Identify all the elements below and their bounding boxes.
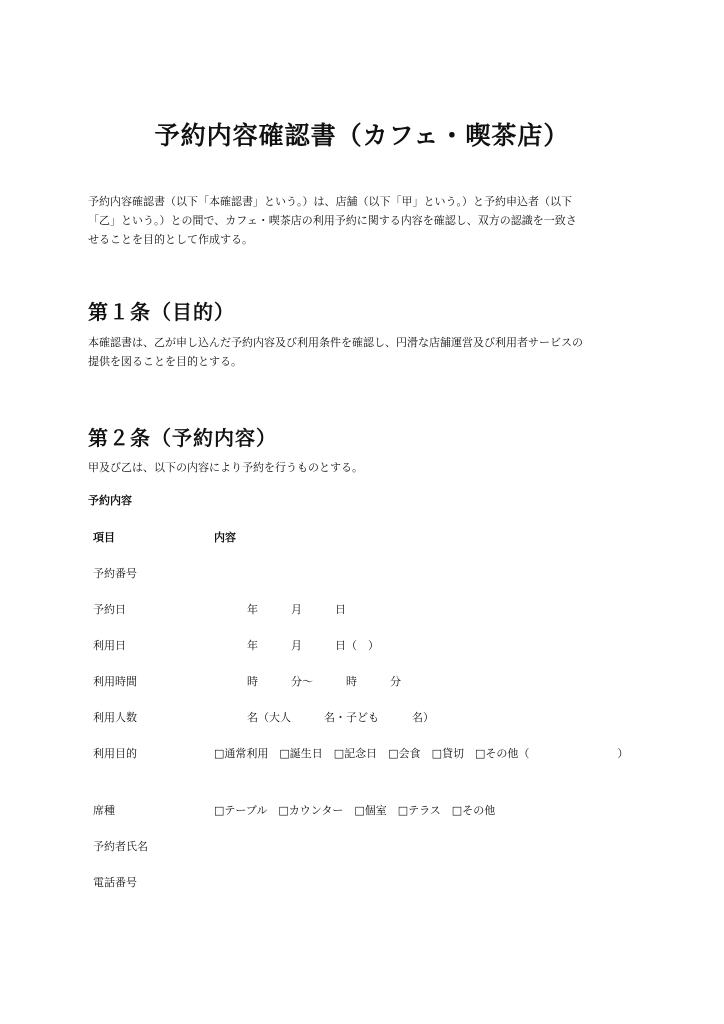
row-value[interactable]: 年 月 日 [214,603,346,616]
row-value[interactable]: 年 月 日（ ） [214,639,379,652]
table-header-item: 項目 [93,531,115,544]
intro-line-2: 「乙」という。）との間で、カフェ・喫茶店の利用予約に関する内容を確認し、双方の認識を一致さ [88,214,577,227]
row-label: 予約者氏名 [93,840,148,853]
intro-line-3: せることを目的として作成する。 [88,233,253,246]
row-value[interactable]: 時 分～ 時 分 [214,675,401,688]
reservation-subheading: 予約内容 [88,494,132,507]
intro-paragraph [88,192,648,249]
article-1-line-2: 提供を図ることを目的とする。 [88,355,242,368]
article-1-line-1: 本確認書は、乙が申し込んだ予約内容及び利用条件を確認し、円滑な店舗運営及び利用者サービスの [88,336,583,349]
intro-line-1: 予約内容確認書（以下「本確認書」という。）は、店舗（以下「甲」という。）と予約申込者（以下 [88,195,572,208]
row-label: 利用人数 [93,711,137,724]
document-title: 予約内容確認書（カフェ・喫茶店） [154,121,570,150]
row-label: 予約日 [93,603,126,616]
row-label: 予約番号 [93,567,137,580]
article-1-heading: 第１条（目的） [88,300,235,324]
row-label: 利用目的 [93,747,137,760]
article-2-heading: 第２条（予約内容） [88,426,277,450]
row-value[interactable]: □テーブル □カウンター □個室 □テラス □その他 [214,804,496,817]
row-value[interactable]: 名（大人 名・子ども 名） [214,711,434,724]
row-label: 利用時間 [93,675,137,688]
row-label: 利用日 [93,639,126,652]
article-2-text: 甲及び乙は、以下の内容により予約を行うものとする。 [88,461,363,474]
row-label: 電話番号 [93,876,137,889]
article-1-paragraph [88,333,648,371]
table-header-content: 内容 [214,531,236,544]
row-label: 席種 [93,804,115,817]
row-value[interactable]: □通常利用 □誕生日 □記念日 □会食 □貸切 □その他（ ） [214,747,629,760]
